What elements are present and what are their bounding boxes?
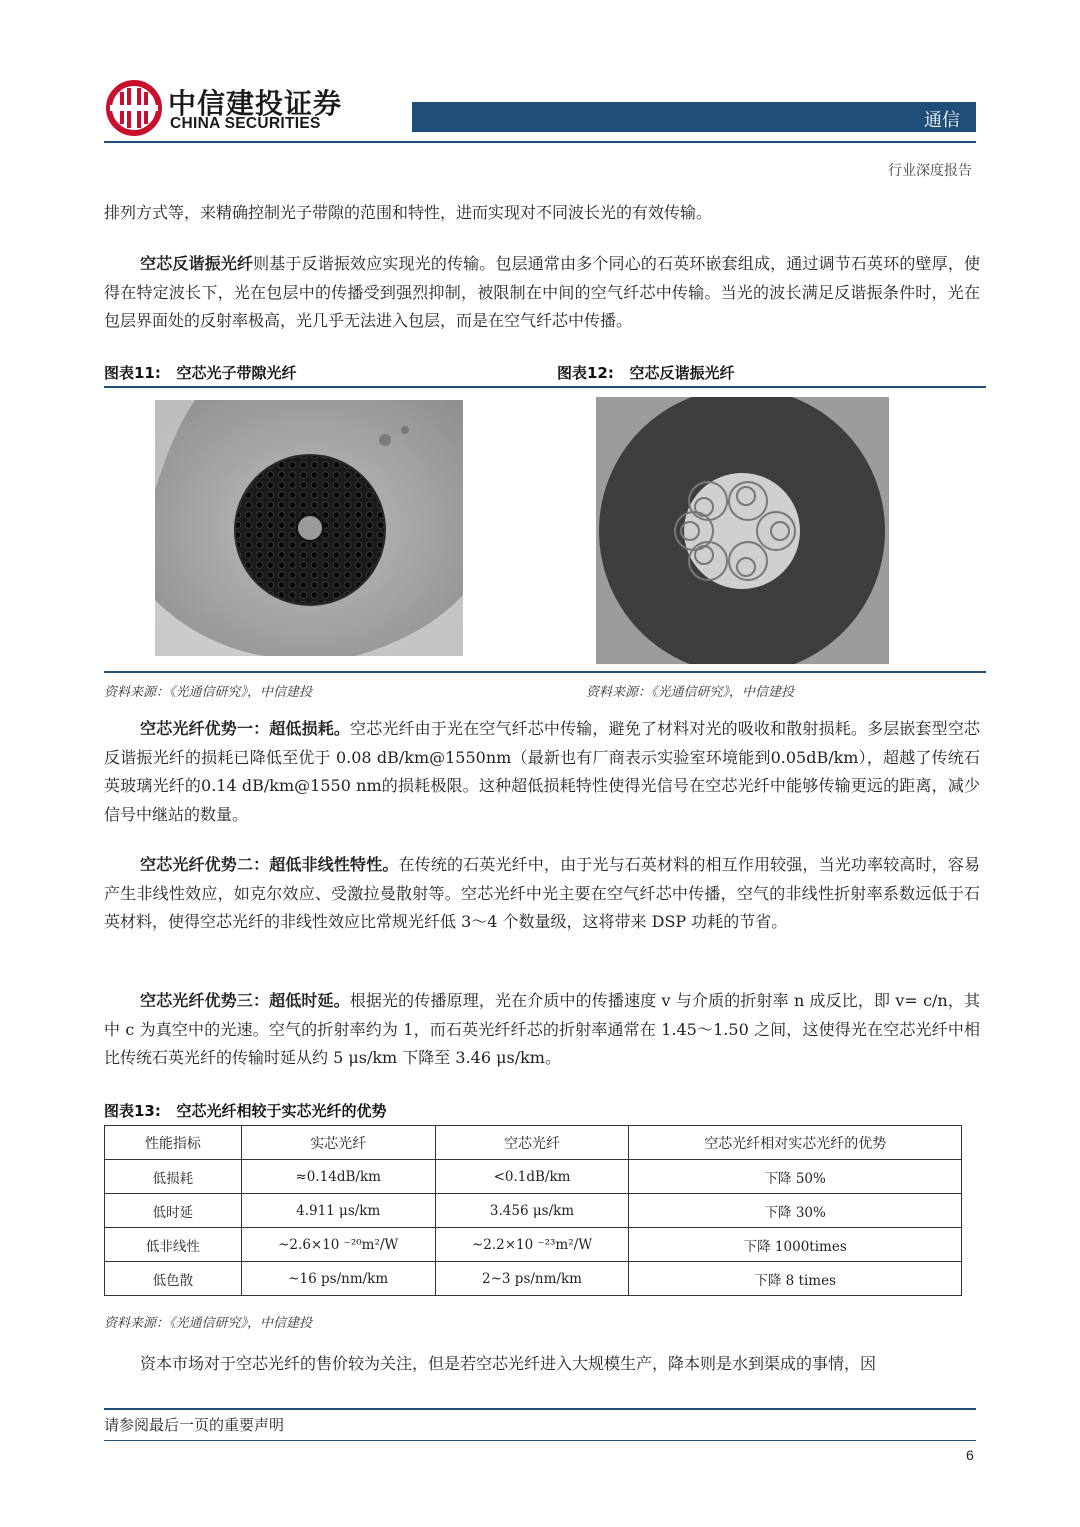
table-cell: 低损耗 [105,1160,242,1194]
company-name-en: CHINA SECURITIES [170,115,321,132]
paragraph-advantage-low-loss [104,715,980,829]
table-cell: 3.456 μs/km [435,1194,629,1228]
table-cell: 下降 1000times [629,1228,962,1262]
table-row [105,1262,962,1296]
figure-12-title: 图表12: 空芯反谐振光纤 [557,364,735,382]
table-cell: 下降 8 times [629,1262,962,1296]
footer-rule [104,1408,976,1410]
table-header-cell: 性能指标 [105,1126,242,1160]
paragraph-continuation: 排列方式等，来精确控制光子带隙的范围和特性，进而实现对不同波长光的有效传输。 [104,203,713,222]
table-cell: ~2.2×10 ⁻²³m²/W [435,1228,629,1262]
paragraph-lead: 空芯光纤优势二：超低非线性特性。 [140,855,399,874]
table-cell: 2~3 ps/nm/km [435,1262,629,1296]
table-cell: 下降 50% [629,1160,962,1194]
table-header-cell: 空芯光纤 [435,1126,629,1160]
paragraph-advantage-low-nonlinearity [104,851,980,937]
paragraph-capital-market [104,1350,980,1379]
paragraph-body: 在传统的石英光纤中，由于光与石英材料的相互作用较强，当光功率较高时，容易产生非线性效应，如克尔效应、受激拉曼散射等。空芯光纤中光主要在空气纤芯中传播，空气的非线性折射率系数远低于石英材料，使得空芯光纤的非线性效应比常规光纤低 3～4 个数量级，这将带来 DSP 功耗的节省。 [104,855,980,931]
sector-label: 通信 [924,110,960,131]
company-logo [104,78,170,138]
paragraph-body: 根据光的传播原理，光在介质中的传播速度 v 与介质的折射率 n 成反比，即 v= c/n，其中 c 为真空中的光速。空气的折射率约为 1，而石英光纤纤芯的折射率通常在 1.45～1.50 之间，这使得光在空芯光纤中相比传统石英光纤的传输时延从约 5 μs/km 下降至 3.46 μs/km。 [104,991,980,1067]
disclaimer-note: 请参阅最后一页的重要声明 [104,1416,285,1434]
table-cell: ≈0.14dB/km [241,1160,435,1194]
paragraph-lead: 空芯光纤优势三：超低时延。 [140,991,350,1010]
table-cell: 低时延 [105,1194,242,1228]
photonic-bandgap-fiber-image [155,400,463,656]
paragraph-lead: 空芯反谐振光纤 [140,254,254,273]
table-cell: 下降 30% [629,1194,962,1228]
paragraph-lead: 空芯光纤优势一：超低损耗。 [140,719,351,738]
paragraph-advantage-low-latency [104,987,980,1073]
figure-bottom-rule [104,671,986,673]
paragraph-body: 则基于反谐振效应实现光的传输。包层通常由多个同心的石英环嵌套组成，通过调节石英环的壁厚，使得在特定波长下，光在包层中的传播受到强烈抑制，被限制在中间的空气纤芯中传输。当光的波长满足反谐振条件时，光在包层界面处的反射率极高，光几乎无法进入包层，而是在空气纤芯中传播。 [104,254,980,330]
table-cell: <0.1dB/km [435,1160,629,1194]
sector-bar [412,102,976,132]
table-cell: 低非线性 [105,1228,242,1262]
paragraph-body: 资本市场对于空芯光纤的售价较为关注，但是若空芯光纤进入大规模生产，降本则是水到渠成的事情，因 [140,1354,877,1373]
table-header-cell: 空芯光纤相对实芯光纤的优势 [629,1126,962,1160]
header-rule [104,141,976,143]
table-header-cell: 实芯光纤 [241,1126,435,1160]
figure-11-title: 图表11: 空芯光子带隙光纤 [104,364,297,382]
figure-13-title: 图表13: 空芯光纤相较于实芯光纤的优势 [104,1102,387,1120]
table-row [105,1194,962,1228]
figure-11-source: 资料来源：《光通信研究》，中信建投 [104,685,313,700]
table-row [105,1228,962,1262]
table-cell: 低色散 [105,1262,242,1296]
table-header-row [105,1126,962,1160]
comparison-table [104,1125,962,1296]
footer-rule-bottom [104,1440,976,1441]
figure-12-source: 资料来源：《光通信研究》，中信建投 [586,685,795,700]
page-number: 6 [966,1447,974,1463]
company-name-cn: 中信建投证券 [168,87,343,120]
report-type: 行业深度报告 [888,163,972,179]
paragraph-body: 空芯光纤由于光在空气纤芯中传输，避免了材料对光的吸收和散射损耗。多层嵌套型空芯反谐振光纤的损耗已降低至优于 0.08 dB/km@1550nm（最新也有厂商表示实验室环境能到0.05dB/km），超越了传统石英玻璃光纤的0.14 dB/km@1550 nm的损耗极限。这种超低损耗特性使得光信号在空芯光纤中能够传输更远的距离，减少信号中继站的数量。 [104,719,980,824]
figure-13-source: 资料来源：《光通信研究》，中信建投 [104,1316,313,1331]
figure-top-rule [104,386,986,388]
table-row [105,1160,962,1194]
anti-resonant-fiber-image [596,397,889,664]
table-cell: 4.911 μs/km [241,1194,435,1228]
table-cell: ~2.6×10 ⁻²⁰m²/W [241,1228,435,1262]
paragraph-anti-resonant [104,250,980,336]
table-cell: ~16 ps/nm/km [241,1262,435,1296]
logo-emblem-icon [104,78,170,138]
